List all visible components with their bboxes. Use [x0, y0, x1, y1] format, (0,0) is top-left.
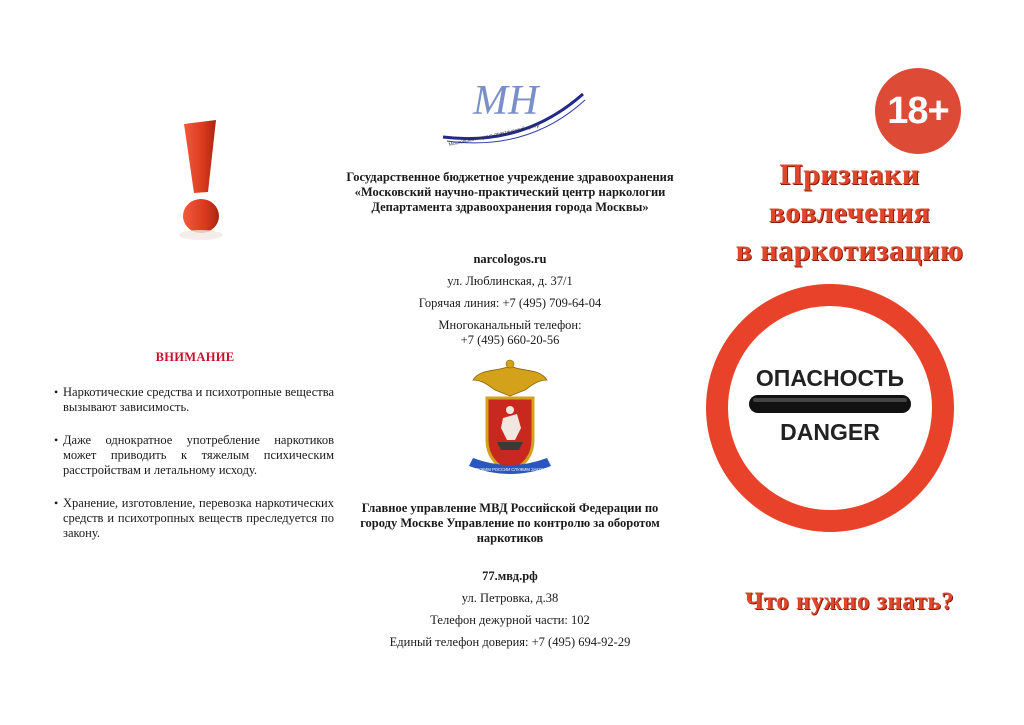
- right-panel: [675, 0, 1024, 725]
- sign-top-text: ОПАСНОСТЬ: [755, 365, 905, 391]
- org1-multiline-phone: +7 (495) 660-20-56: [460, 333, 560, 347]
- danger-sign-icon: [705, 283, 955, 533]
- org2-name: Главное управление МВД Российской Федерации по городу Москве Управление по контролю за оборотом наркотиков: [360, 501, 660, 545]
- question-heading: Что нужно знать?: [744, 588, 955, 615]
- age-restriction-badge: 18+: [875, 68, 961, 154]
- org1-address: ул. Люблинская, д. 37/1: [447, 274, 573, 288]
- org1-hotline: Горячая линия: +7 (495) 709-64-04: [418, 296, 602, 310]
- org2-trust-phone: Единый телефон доверия: +7 (495) 694-92-29: [389, 635, 631, 649]
- org1-multiline-label: Многоканальный телефон:: [438, 318, 582, 332]
- middle-panel: [345, 0, 675, 725]
- org2-website: 77.мвд.рф: [482, 569, 538, 583]
- title-line: вовлечения: [768, 196, 931, 229]
- title-line: в наркотизацию: [735, 234, 964, 267]
- org1-website: narcologos.ru: [473, 252, 547, 266]
- left-panel: [0, 0, 345, 725]
- warning-title: ВНИМАНИЕ: [155, 350, 235, 364]
- org1-name: Государственное бюджетное учреждение здравоохранения «Московский научно-практический центр наркологии Департамента здравоохранения города Москвы»: [346, 170, 674, 214]
- mvd-emblem-icon: [467, 358, 553, 493]
- list-item: • Наркотические средства и психотропные вещества вызывают зависимость.: [54, 385, 334, 415]
- logo-letters: MH: [473, 78, 539, 124]
- exclamation-icon: [170, 118, 230, 248]
- sign-bottom-text: DANGER: [780, 419, 880, 445]
- logo-caption: Московский научно-практический центр: [448, 122, 541, 148]
- warning-list: [54, 385, 334, 559]
- title-line: Признаки: [779, 158, 920, 191]
- list-item: • Хранение, изготовление, перевозка наркотических средств и психотропных веществ преследуется по закону.: [54, 496, 334, 541]
- list-item: • Даже однократное употребление наркотиков может приводить к тяжелым психическим расстройствам и летальному исходу.: [54, 433, 334, 478]
- narcology-center-logo: [433, 62, 593, 152]
- emblem-ribbon-text: СЛУЖИМ РОССИИ СЛУЖИМ ЗАКОНУ: [472, 467, 548, 472]
- org2-duty-phone: Телефон дежурной части: 102: [430, 613, 590, 627]
- org2-address: ул. Петровка, д.38: [461, 591, 559, 605]
- brochure-title: [675, 156, 1024, 270]
